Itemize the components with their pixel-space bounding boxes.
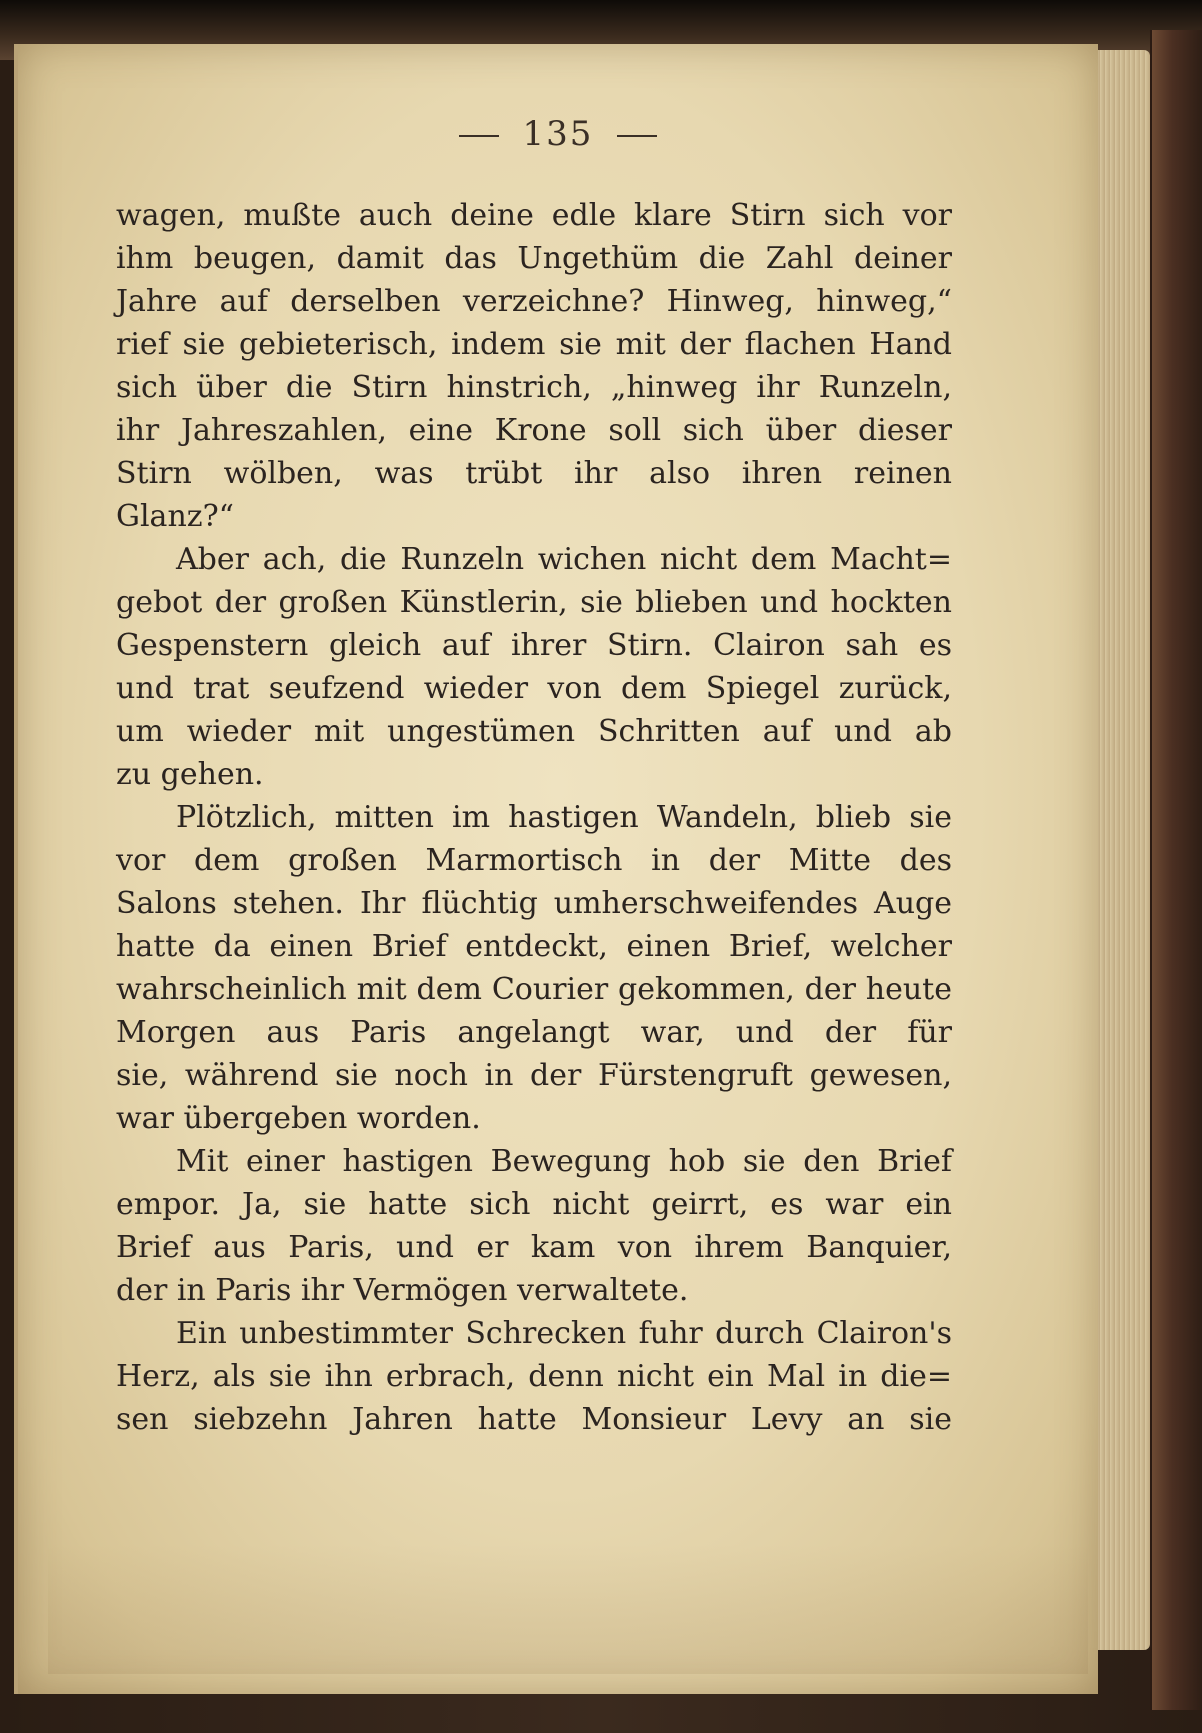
text-line: Brief aus Paris, und er kam von ihrem Banquier, xyxy=(116,1230,952,1265)
text-line: ihr Jahreszahlen, eine Krone soll sich über dieser xyxy=(116,413,952,448)
book-page xyxy=(14,44,1098,1694)
text-line: Mit einer hastigen Bewegung hob sie den Brief xyxy=(176,1144,952,1179)
page-bottom-shading xyxy=(48,1544,1088,1674)
text-line: war übergeben worden. xyxy=(116,1101,481,1136)
text-line: empor. Ja, sie hatte sich nicht geirrt, es war ein xyxy=(116,1187,952,1222)
text-line: hatte da einen Brief entdeckt, einen Brief, welcher xyxy=(116,929,952,964)
text-line: sich über die Stirn hinstrich, „hinweg ihr Runzeln, xyxy=(116,370,952,405)
text-line: Ein unbestimmter Schrecken fuhr durch Clairon's xyxy=(176,1316,952,1351)
text-line: wagen, mußte auch deine edle klare Stirn sich vor xyxy=(116,198,952,233)
text-line: um wieder mit ungestümen Schritten auf und ab xyxy=(116,714,952,749)
body-text xyxy=(116,194,952,1441)
header-dash-right xyxy=(617,135,657,137)
text-line: rief sie gebieterisch, indem sie mit der flachen Hand xyxy=(116,327,952,362)
text-line: Gespenstern gleich auf ihrer Stirn. Clairon sah es xyxy=(116,628,952,663)
text-line: zu gehen. xyxy=(116,757,264,792)
text-line: vor dem großen Marmortisch in der Mitte des xyxy=(116,843,952,878)
text-line: wahrscheinlich mit dem Courier gekommen, der heute xyxy=(116,972,952,1007)
text-line: gebot der großen Künstlerin, sie blieben und hockten xyxy=(116,585,952,620)
page-header xyxy=(18,114,1098,154)
book-cover-right xyxy=(1150,30,1202,1710)
text-line: ihm beugen, damit das Ungethüm die Zahl deiner xyxy=(116,241,952,276)
text-line: sen siebzehn Jahren hatte Monsieur Levy an sie xyxy=(116,1402,952,1437)
page-number: 135 xyxy=(522,114,594,154)
text-line: Jahre auf derselben verzeichne? Hinweg, hinweg,“ xyxy=(116,284,952,319)
text-line: Herz, als sie ihn erbrach, denn nicht ein Mal in die= xyxy=(116,1359,952,1394)
header-dash-left xyxy=(459,135,499,137)
text-line: der in Paris ihr Vermögen verwaltete. xyxy=(116,1273,689,1308)
text-line: Morgen aus Paris angelangt war, und der für xyxy=(116,1015,952,1050)
text-line: und trat seufzend wieder von dem Spiegel zurück, xyxy=(116,671,952,706)
text-line: sie, während sie noch in der Fürstengruft gewesen, xyxy=(116,1058,952,1093)
text-line: Stirn wölben, was trübt ihr also ihren reinen xyxy=(116,456,952,491)
text-line: Aber ach, die Runzeln wichen nicht dem Macht= xyxy=(176,542,952,577)
text-line: Glanz?“ xyxy=(116,499,234,534)
text-line: Salons stehen. Ihr flüchtig umherschweifendes Auge xyxy=(116,886,952,921)
text-line: Plötzlich, mitten im hastigen Wandeln, blieb sie xyxy=(176,800,952,835)
